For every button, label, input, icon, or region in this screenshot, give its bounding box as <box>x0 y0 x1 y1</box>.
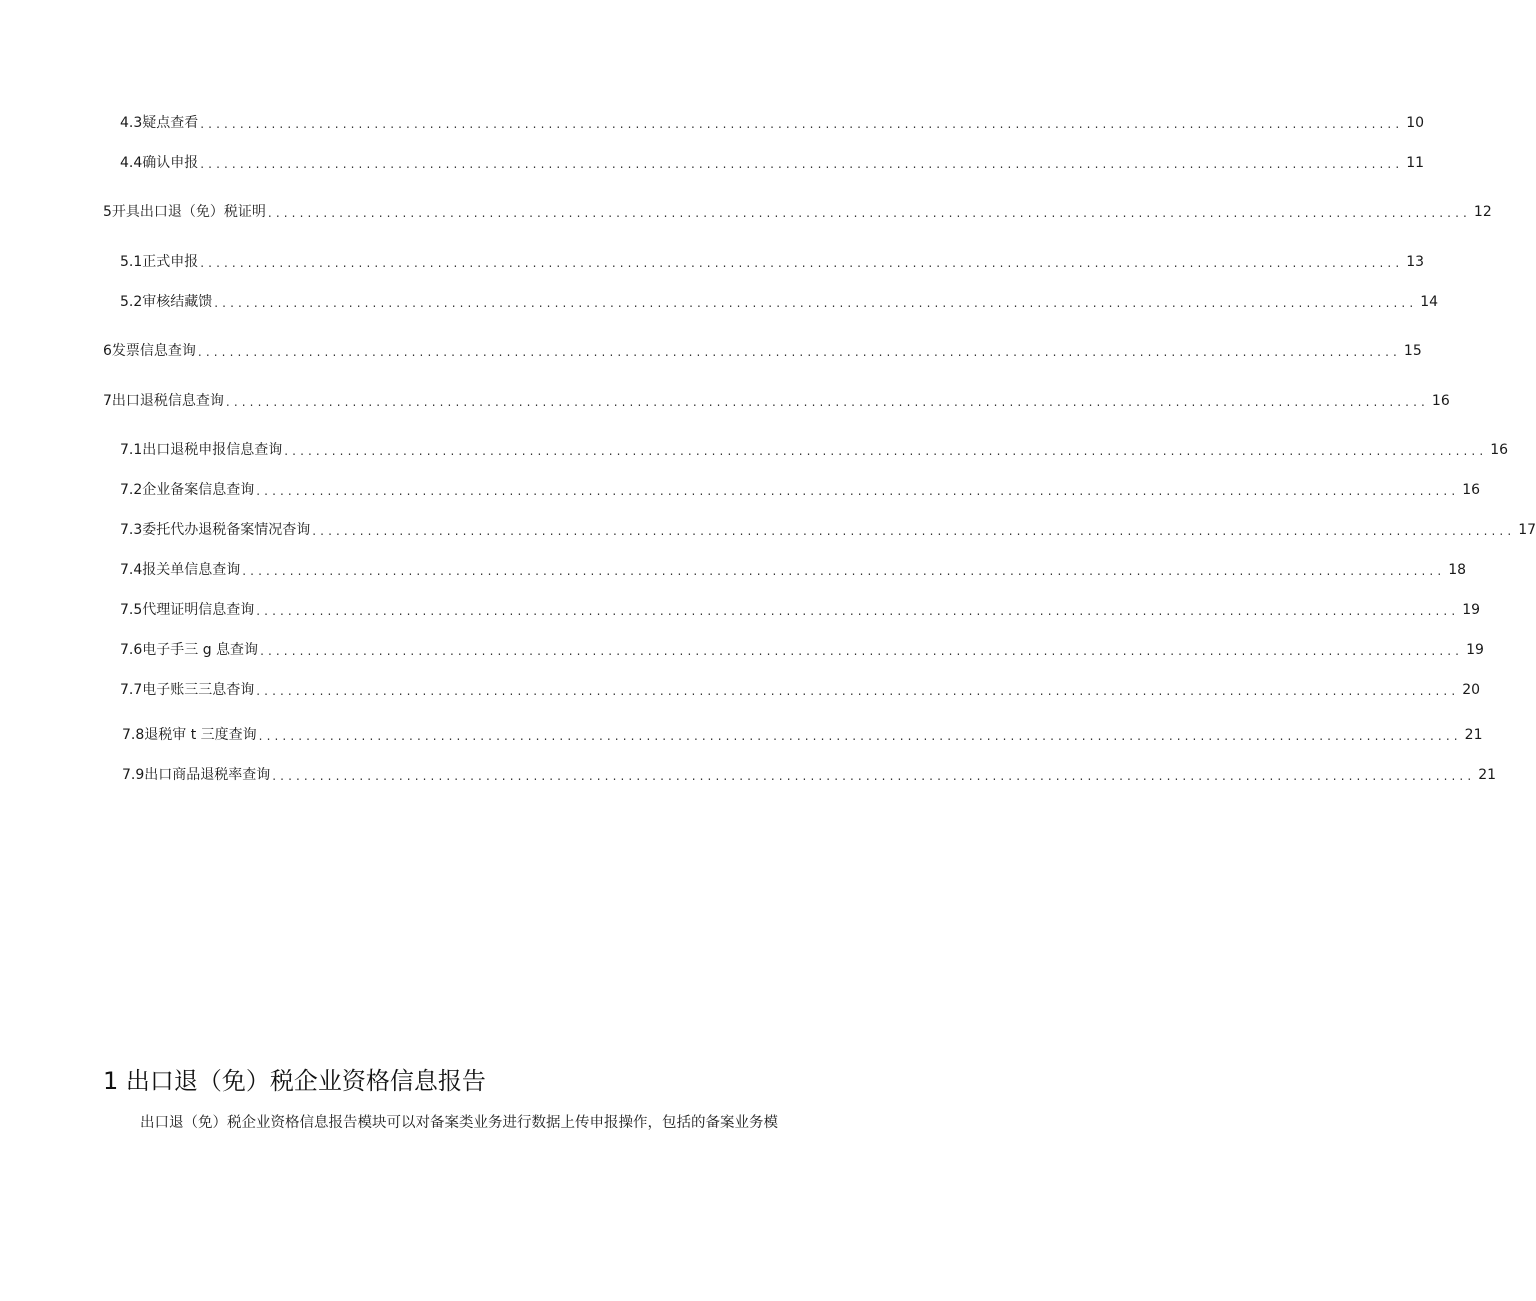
toc-entry-page: 19 <box>1462 602 1481 618</box>
toc-entry-title: 发票信息查询 <box>111 343 196 359</box>
toc-entry-page: 16 <box>1431 393 1450 409</box>
toc-entry-title: 出口商品退税率查询 <box>144 767 271 783</box>
toc-entry-number: 7.1 <box>120 442 143 458</box>
toc-dot-leader: ........................................................................................................................................................ <box>258 729 1462 743</box>
toc-entry-title: 出口退税申报信息查询 <box>142 442 283 458</box>
toc-dot-leader: ........................................................................................................................................................ <box>200 256 1404 270</box>
toc-entry-number: 7.6 <box>120 642 143 658</box>
toc-entry-number: 7.2 <box>120 482 143 498</box>
toc-entry-7-4[interactable] <box>120 560 1467 580</box>
toc-dot-leader: ........................................................................................................................................................ <box>256 684 1460 698</box>
toc-entry-5-1[interactable] <box>120 252 1425 272</box>
toc-entry-page: 21 <box>1478 767 1497 783</box>
toc-entry-7-1[interactable] <box>120 440 1509 460</box>
toc-dot-leader: ........................................................................................................................................................ <box>242 564 1446 578</box>
toc-entry-title: 代理证明信息查询 <box>142 602 255 618</box>
toc-entry-7-8[interactable] <box>122 725 1483 745</box>
toc-entry-5-2[interactable] <box>120 292 1439 312</box>
toc-entry-4-3[interactable] <box>120 113 1425 133</box>
toc-dot-leader: ........................................................................................................................................................ <box>225 395 1429 409</box>
toc-entry-number: 7.4 <box>120 562 143 578</box>
toc-dot-leader: ........................................................................................................................................................ <box>256 604 1460 618</box>
toc-entry-number: 7.9 <box>122 767 145 783</box>
toc-entry-number: 7 <box>103 393 112 409</box>
toc-entry-title: 审核结藏馈 <box>142 294 213 310</box>
toc-entry-4-4[interactable] <box>120 153 1425 173</box>
toc-dot-leader: ........................................................................................................................................................ <box>214 296 1418 310</box>
toc-entry-number: 6 <box>103 343 112 359</box>
toc-entry-title: 电子手三 g 息查询 <box>142 642 259 658</box>
toc-entry-title: 企业备案信息查询 <box>142 482 255 498</box>
toc-dot-leader: ........................................................................................................................................................ <box>284 444 1488 458</box>
toc-entry-number: 5 <box>103 204 112 220</box>
toc-entry-7-5[interactable] <box>120 600 1481 620</box>
toc-entry-page: 12 <box>1473 204 1492 220</box>
toc-entry-page: 16 <box>1462 482 1481 498</box>
toc-dot-leader: ........................................................................................................................................................ <box>260 644 1464 658</box>
toc-entry-7-2[interactable] <box>120 480 1481 500</box>
section-heading: 1 出口退（免）税企业资格信息报告 <box>103 1067 486 1095</box>
toc-entry-page: 10 <box>1406 115 1425 131</box>
toc-dot-leader: ........................................................................................................................................................ <box>256 484 1460 498</box>
toc-entry-number: 4.3 <box>120 115 143 131</box>
toc-entry-page: 11 <box>1406 155 1425 171</box>
toc-entry-title: 委托代办退税备案情况杳询 <box>142 522 311 538</box>
toc-entry-page: 18 <box>1448 562 1467 578</box>
toc-entry-page: 14 <box>1420 294 1439 310</box>
toc-entry-number: 7.5 <box>120 602 143 618</box>
toc-entry-title: 正式申报 <box>142 254 199 270</box>
toc-entry-page: 17 <box>1518 522 1536 538</box>
toc-dot-leader: ........................................................................................................................................................ <box>272 769 1476 783</box>
toc-entry-title: 疑点查看 <box>142 115 199 131</box>
toc-dot-leader: ........................................................................................................................................................ <box>312 524 1516 538</box>
toc-entry-7-3[interactable] <box>120 520 1536 540</box>
toc-entry-page: 21 <box>1464 727 1483 743</box>
toc-dot-leader: ........................................................................................................................................................ <box>267 206 1471 220</box>
toc-entry-page: 15 <box>1403 343 1422 359</box>
section-paragraph: 出口退（免）税企业资格信息报告模块可以对备案类业务进行数据上传申报操作，包括的备案业务模 <box>140 1115 778 1131</box>
toc-entry-page: 13 <box>1406 254 1425 270</box>
toc-entry-page: 19 <box>1466 642 1484 658</box>
toc-entry-number: 5.2 <box>120 294 143 310</box>
toc-dot-leader: ........................................................................................................................................................ <box>200 157 1404 171</box>
toc-entry-7-7[interactable] <box>120 680 1481 700</box>
toc-entry-5[interactable] <box>103 202 1492 222</box>
toc-entry-number: 7.8 <box>122 727 145 743</box>
toc-entry-title: 开具出口退（免）税证明 <box>111 204 266 220</box>
toc-entry-number: 7.3 <box>120 522 143 538</box>
toc-entry-title: 报关单信息查询 <box>142 562 241 578</box>
toc-entry-7-9[interactable] <box>122 765 1497 785</box>
toc-entry-title: 电子账三三息杳询 <box>142 682 255 698</box>
toc-entry-number: 4.4 <box>120 155 143 171</box>
toc-entry-7[interactable] <box>103 391 1450 411</box>
toc-dot-leader: ........................................................................................................................................................ <box>197 345 1401 359</box>
toc-entry-6[interactable] <box>103 341 1422 361</box>
toc-entry-number: 5.1 <box>120 254 143 270</box>
toc-dot-leader: ........................................................................................................................................................ <box>200 117 1404 131</box>
toc-entry-title: 确认申报 <box>142 155 199 171</box>
toc-entry-number: 7.7 <box>120 682 143 698</box>
toc-entry-page: 16 <box>1490 442 1509 458</box>
toc-entry-title: 退税审 t 三度查询 <box>144 727 257 743</box>
toc-entry-page: 20 <box>1462 682 1481 698</box>
toc-entry-title: 出口退税信息查询 <box>111 393 224 409</box>
toc-entry-7-6[interactable] <box>120 640 1484 660</box>
